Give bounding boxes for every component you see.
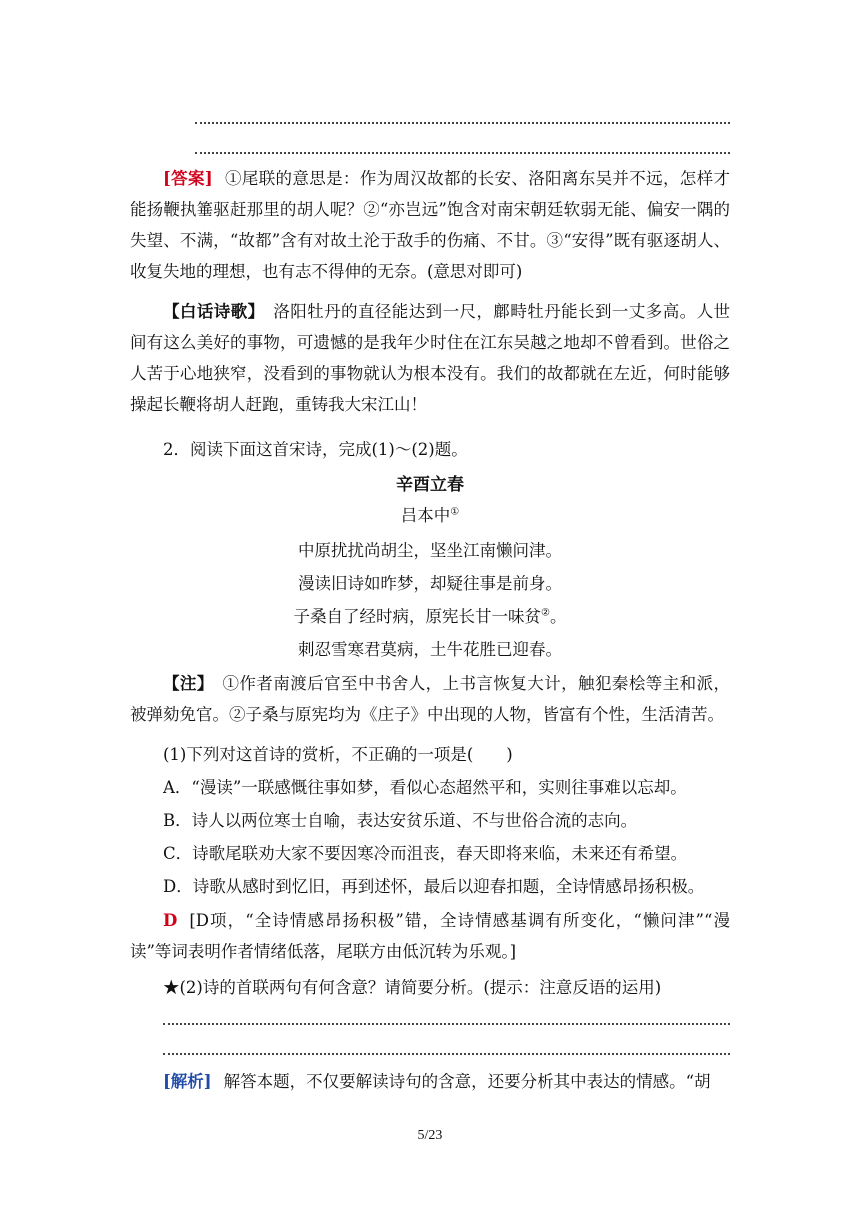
- analysis-text: 解答本题，不仅要解读诗句的含意，还要分析其中表达的情感。“胡: [223, 1072, 711, 1091]
- poem-author: [130, 502, 730, 526]
- analysis-line: [163, 1068, 711, 1092]
- subquestion-2: ★(2)诗的首联两句有何含意？请简要分析。(提示：注意反语的运用): [163, 978, 662, 997]
- note-paragraph: [130, 668, 730, 730]
- answer-tag: [答案]: [163, 169, 213, 188]
- poem-line: [130, 603, 730, 627]
- note-tag: 【注】: [163, 674, 223, 693]
- option-c: C．诗歌尾联劝大家不要因寒冷而沮丧，春天即将来临，未来还有希望。: [163, 844, 688, 863]
- answer-blank-line: [163, 1053, 730, 1055]
- answer-text: ①尾联的意思是：作为周汉故都的长安、洛阳离东吴并不远，怎样才能扬鞭执箠驱赶那里的胡人呢？②“亦岂远”饱含对南宋朝廷软弱无能、偏安一隅的失望、不满，“故都”含有对故土沦于敌手的伤痛、不甘。③“安得”既有驱逐胡人、收复失地的理想，也有志不得伸的无奈。(意思对即可): [130, 169, 730, 281]
- footnote-marker: ②: [541, 607, 550, 619]
- page-number: 5/23: [417, 1128, 443, 1143]
- subquestion-1: (1)下列对这首诗的赏析，不正确的一项是( ): [163, 745, 513, 764]
- poem-line: 刺忍雪寒君莫病，土牛花胜已迎春。: [298, 640, 562, 659]
- poem-line: 中原扰扰尚胡尘，坚坐江南懒问津。: [298, 541, 562, 560]
- poem-line-text: 子桑自了经时病，原宪长甘一味贫: [293, 607, 542, 626]
- answer-paragraph: [130, 163, 730, 287]
- answer-blank-line: [195, 152, 730, 154]
- poem-line: 漫读旧诗如昨梦，却疑往事是前身。: [298, 574, 562, 593]
- vernacular-paragraph: [130, 296, 730, 420]
- option-b: B．诗人以两位寒士自喻，表达安贫乐道、不与世俗合流的志向。: [163, 811, 638, 830]
- option-a: A．“漫读”一联感慨往事如梦，看似心态超然平和，实则往事难以忘却。: [163, 778, 687, 797]
- poem-title: 辛酉立春: [396, 475, 464, 495]
- analysis-tag: [解析]: [163, 1072, 212, 1091]
- poem-line-end: 。: [549, 607, 567, 626]
- note-text: ①作者南渡后官至中书舍人，上书言恢复大计，触犯秦桧等主和派，被弹劾免官。②子桑与原宪均为《庄子》中出现的人物，皆富有个性，生活清苦。: [130, 674, 731, 724]
- question-2-stem: 2．阅读下面这首宋诗，完成(1)～(2)题。: [163, 440, 468, 459]
- vernacular-text: 洛阳牡丹的直径能达到一尺，鄜畤牡丹能长到一丈多高。人世间有这么美好的事物，可遗憾的是我年少时住在江东吴越之地却不曾看到。世俗之人苦于心地狭窄，没看到的事物就认为根本没有。我们的故都就在左近，何时能够操起长鞭将胡人赶跑，重铸我大宋江山！: [130, 302, 731, 414]
- sub1-answer-letter: D: [163, 911, 178, 930]
- answer-blank-line: [195, 122, 730, 124]
- option-d: D．诗歌从感时到忆旧，再到述怀，最后以迎春扣题，全诗情感昂扬积极。: [163, 877, 705, 896]
- answer-blank-line: [163, 1023, 730, 1025]
- sub1-answer: [130, 905, 730, 967]
- vernacular-tag: 【白话诗歌】: [163, 302, 274, 321]
- poem-author-name: 吕本中: [400, 506, 451, 525]
- footnote-marker: ①: [450, 506, 460, 518]
- sub1-explanation: [D项，“全诗情感昂扬积极”错，全诗情感基调有所变化，“懒问津”“漫读”等词表明作者情绪低落，尾联方由低沉转为乐观。]: [130, 911, 730, 961]
